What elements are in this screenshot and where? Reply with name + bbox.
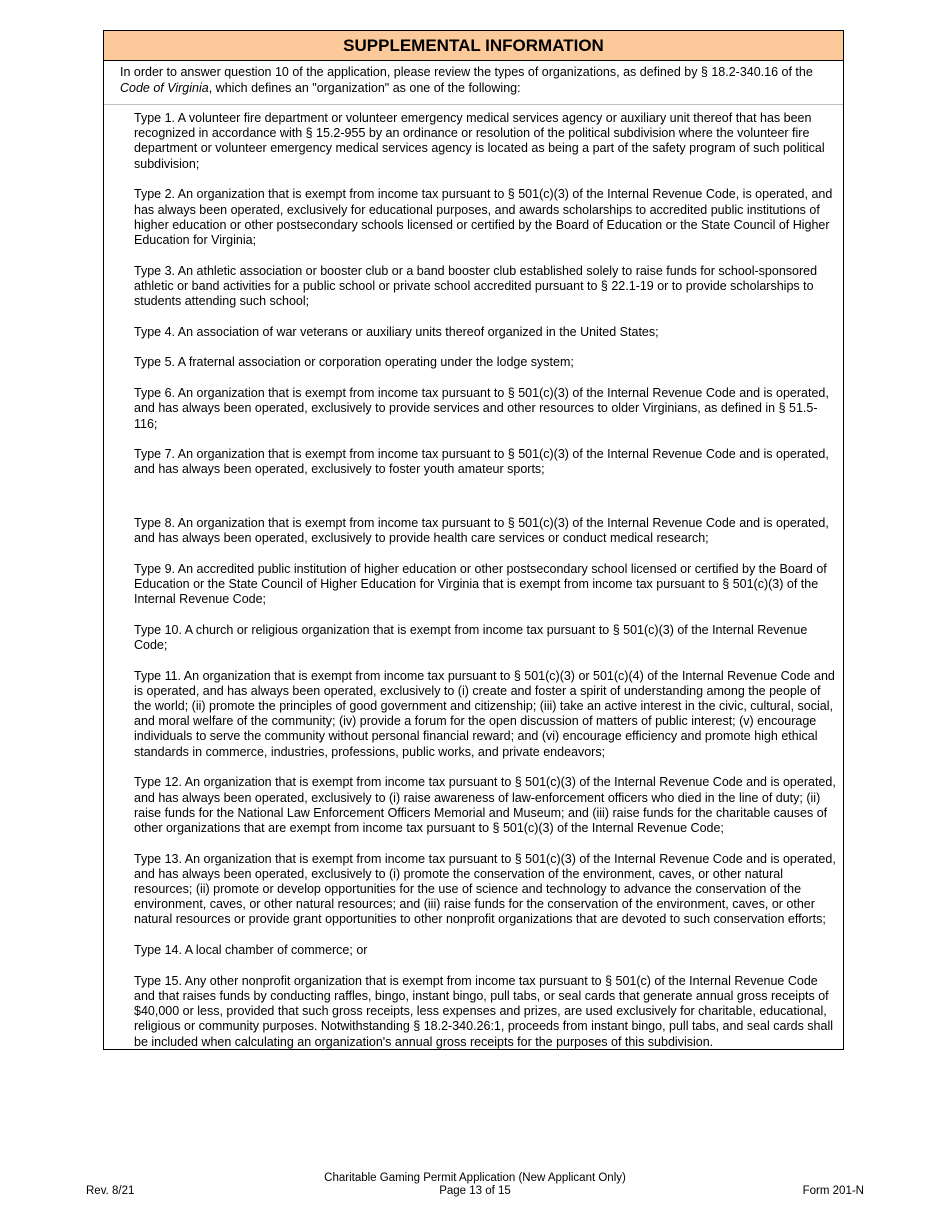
org-type-14: Type 14. A local chamber of commerce; or xyxy=(134,943,368,958)
supplemental-info-box xyxy=(103,30,844,1050)
intro-paragraph xyxy=(104,61,843,105)
org-type-13: Type 13. An organization that is exempt from income tax pursuant to § 501(c)(3) of the Internal Revenue Code and is operated, and has always been operated, exclusively to (i) promote the conservation of the environment, caves, or other natural resources; (ii) promote or develop opportunities for the use of science and technology to advance the conservation of the environment, caves, or other natural resources; and (iii) raise funds for the conservation of the environment, caves, or other natural resources or provide grant opportunities to other nonprofit organizations that are devoted to such conservation efforts; xyxy=(134,851,836,927)
org-type-10: Type 10. A church or religious organization that is exempt from income tax pursuant to § 501(c)(3) of the Internal Revenue Code; xyxy=(134,622,808,652)
org-type-12: Type 12. An organization that is exempt from income tax pursuant to § 501(c)(3) of the Internal Revenue Code and is operated, and has always been operated, exclusively to (i) raise awareness of law-enforcement officers who died in the line of duty; (ii) raise funds for the National Law Enforcement Officers Memorial and Museum; and (iii) raise funds for the charitable causes of other organizations that are exempt from income tax pursuant to § 501(c)(3) of the Internal Revenue Code; xyxy=(134,775,836,835)
org-type-11: Type 11. An organization that is exempt from income tax pursuant to § 501(c)(3) or 501(c)(4) of the Internal Revenue Code and is operated, and has always been operated, exclusively to (i) create and foster a spirit of understanding among the people of the world; (ii) promote the principles of good government and citizenship; (iii) take an active interest in the civic, cultural, social, and moral welfare of the community; (iv) provide a forum for the open discussion of matters of public interest; (v) encourage individuals to serve the community without personal financial reward; and (vi) encourage efficiency and promote high ethical standards in commerce, industries, professions, public works, and private endeavors; xyxy=(134,668,835,759)
section-title: SUPPLEMENTAL INFORMATION xyxy=(104,31,843,61)
form-number: Form 201-N xyxy=(802,1185,864,1197)
org-type-6: Type 6. An organization that is exempt from income tax pursuant to § 501(c)(3) of the Internal Revenue Code and is operated, and has always been operated, exclusively to provide services and other resources to older Virginians, as defined in § 51.5-116; xyxy=(134,386,829,431)
intro-code-name: Code of Virginia xyxy=(120,80,209,95)
page-number: Page 13 of 15 xyxy=(439,1185,511,1197)
org-type-9: Type 9. An accredited public institution of higher education or other postsecondary school licensed or certified by the Board of Education or the State Council of Higher Education for Virginia that is exempt from income tax pursuant to § 501(c)(3) of the Internal Revenue Code; xyxy=(134,561,827,606)
org-type-4: Type 4. An association of war veterans or auxiliary units thereof organized in the United States; xyxy=(134,324,659,339)
org-type-1: Type 1. A volunteer fire department or volunteer emergency medical services agency or auxiliary unit thereof that has been recognized in accordance with § 15.2-955 by an ordinance or resolution of the political subdivision where the volunteer fire department or volunteer emergency medical services agency is located as being a part of the safety program of such political subdivision; xyxy=(134,111,825,171)
org-type-8: Type 8. An organization that is exempt from income tax pursuant to § 501(c)(3) of the Internal Revenue Code and is operated, and has always been operated, exclusively to provide health care services or conduct medical research; xyxy=(134,515,829,545)
org-type-5: Type 5. A fraternal association or corporation operating under the lodge system; xyxy=(134,355,574,370)
org-type-7: Type 7. An organization that is exempt from income tax pursuant to § 501(c)(3) of the Internal Revenue Code and is operated, and has always been operated, exclusively to foster youth amateur sports; xyxy=(134,447,829,477)
org-type-15: Type 15. Any other nonprofit organization that is exempt from income tax pursuant to § 501(c) of the Internal Revenue Code and that raises funds by conducting raffles, bingo, instant bingo, pull tabs, or seal cards that generate annual gross receipts of $40,000 or less, provided that such gross receipts, less expenses and prizes, are used exclusively for charitable, educational, religious or community purposes. Notwithstanding § 18.2-340.26:1, proceeds from instant bingo, pull tabs, and seal cards shall be included when calculating an organization's annual gross receipts for the purposes of this subdivision. xyxy=(134,973,833,1049)
org-type-3: Type 3. An athletic association or booster club or a band booster club established solely to raise funds for school-sponsored athletic or band activities for a public school or private school accredited pursuant to § 22.1-19 or to provide scholarships to students attending such school; xyxy=(134,263,818,309)
org-type-2: Type 2. An organization that is exempt from income tax pursuant to § 501(c)(3) of the Internal Revenue Code, is operated, and has always been operated, exclusively for educational purposes, and awards scholarships to accredited public institutions of higher education or other postsecondary schools licensed or certified by the Board of Education or the State Council of Higher Education for Virginia; xyxy=(134,187,833,247)
intro-text-part1: In order to answer question 10 of the application, please review the types of organizations, as defined by § 18.2-340.16 of the xyxy=(120,65,813,79)
revision-label: Rev. 8/21 xyxy=(86,1185,135,1197)
form-title: Charitable Gaming Permit Application (New Applicant Only) xyxy=(324,1172,626,1184)
organization-types-list xyxy=(104,105,843,1050)
page-footer xyxy=(0,1172,950,1202)
intro-text-part2: , which defines an "organization" as one of the following: xyxy=(208,80,521,95)
